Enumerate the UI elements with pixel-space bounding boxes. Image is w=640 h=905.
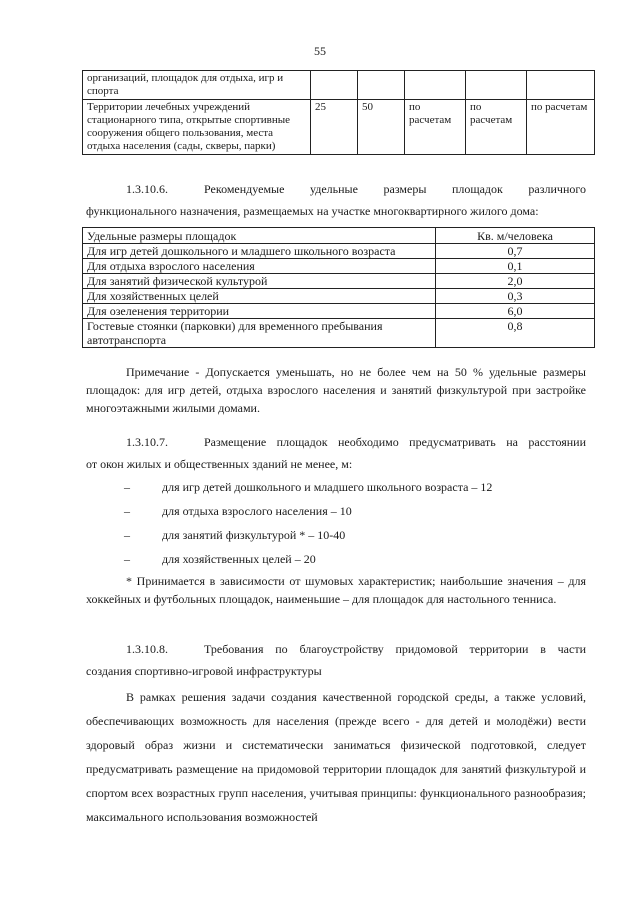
- body-paragraph: В рамках решения задачи создания качественной городской среды, а также условий, обеспечивающих возможность для населения (прежде всего - для детей и молодёжи) вести здоровый образ жизни и систематически заниматься физической подготовкой, следует предусматривать размещение на придомовой территории площадок для занятий физкультурой и спортом всех возрастных групп населения, учитывая принципы: функционального разнообразия; максимального использования возможностей: [86, 690, 586, 824]
- page-number: 55: [314, 44, 326, 58]
- section-heading-line: функционального назначения, размещаемых на участке многоквартирного жилого дома:: [86, 204, 539, 218]
- table-cell: Для занятий физической культурой: [83, 274, 436, 289]
- table-cell: Для озеленения территории: [83, 304, 436, 319]
- section-number: 1.3.10.8.: [126, 642, 168, 656]
- table-cell: Для игр детей дошкольного и младшего школьного возраста: [83, 244, 436, 259]
- column-header: Кв. м/человека: [436, 228, 595, 244]
- table-cell: [466, 71, 527, 100]
- table-cell: Для хозяйственных целей: [83, 289, 436, 304]
- table-row: [83, 259, 595, 274]
- table-cell: [358, 71, 405, 100]
- list-item: – для занятий физкультурой * – 10-40: [124, 528, 346, 542]
- table-cell: 6,0: [436, 304, 595, 319]
- table-row: [83, 304, 595, 319]
- table-row: [83, 289, 595, 304]
- section-heading-line: от окон жилых и общественных зданий не менее, м:: [86, 457, 353, 471]
- table-cell: 0,7: [436, 244, 595, 259]
- table-cell: 0,8: [436, 319, 595, 348]
- list-item: – для хозяйственных целей – 20: [124, 552, 316, 566]
- footnote-paragraph: * Принимается в зависимости от шумовых характеристик; наибольшие значения – для хоккейных и футбольных площадок, наименьшие – для площадок для настольного тенниса.: [86, 574, 586, 606]
- table-cell: 0,1: [436, 259, 595, 274]
- table-cell: 0,3: [436, 289, 595, 304]
- note-paragraph: Примечание - Допускается уменьшать, но не более чем на 50 % удельные размеры площадок: для игр детей, отдыха взрослого населения и занятий физкультурой при застройке многоэтажными жилыми домами.: [86, 365, 586, 415]
- table-row: [83, 100, 595, 155]
- dash-marker: –: [124, 528, 130, 542]
- dash-marker: –: [124, 504, 130, 518]
- section-heading-line: создания спортивно-игровой инфраструктуры: [86, 664, 322, 678]
- table-cell: Для отдыха взрослого населения: [83, 259, 436, 274]
- dash-marker: –: [124, 552, 130, 566]
- table-cell: организаций, площадок для отдыха, игр и спорта: [83, 71, 311, 100]
- size-table: [82, 227, 595, 348]
- table-cell: 25: [311, 100, 358, 155]
- section-heading-line: Размещение площадок необходимо предусматривать на расстоянии: [204, 435, 586, 449]
- table-cell: Территории лечебных учреждений стационарного типа, открытые спортивные сооружения общего пользования, места отдыха населения (сады, скверы, парки): [83, 100, 311, 155]
- section-number: 1.3.10.6.: [126, 182, 168, 196]
- norms-table: [82, 70, 595, 155]
- section-1-3-10-8: [86, 640, 586, 680]
- table-cell: 2,0: [436, 274, 595, 289]
- list-item: – для отдыха взрослого населения – 10: [124, 504, 352, 518]
- dash-marker: –: [124, 480, 130, 494]
- table-cell: по расчетам: [405, 100, 466, 155]
- table-cell: 50: [358, 100, 405, 155]
- table-row: [83, 71, 595, 100]
- table-cell: Гостевые стоянки (парковки) для временного пребывания автотранспорта: [83, 319, 436, 348]
- section-heading-line: Требования по благоустройству придомовой территории в части: [204, 642, 586, 656]
- section-1-3-10-7: [86, 433, 586, 473]
- table-cell: [527, 71, 595, 100]
- table-header-row: [83, 228, 595, 244]
- table-cell: [311, 71, 358, 100]
- table-row: [83, 319, 595, 348]
- section-number: 1.3.10.7.: [126, 435, 168, 449]
- list-item: – для игр детей дошкольного и младшего школьного возраста – 12: [124, 480, 493, 494]
- table-row: [83, 274, 595, 289]
- section-1-3-10-6: [86, 180, 586, 220]
- section-heading-line: Рекомендуемые удельные размеры площадок различного: [204, 182, 586, 196]
- table-row: [83, 244, 595, 259]
- column-header: Удельные размеры площадок: [83, 228, 436, 244]
- table-cell: по расчетам: [466, 100, 527, 155]
- table-cell: по расчетам: [527, 100, 595, 155]
- table-cell: [405, 71, 466, 100]
